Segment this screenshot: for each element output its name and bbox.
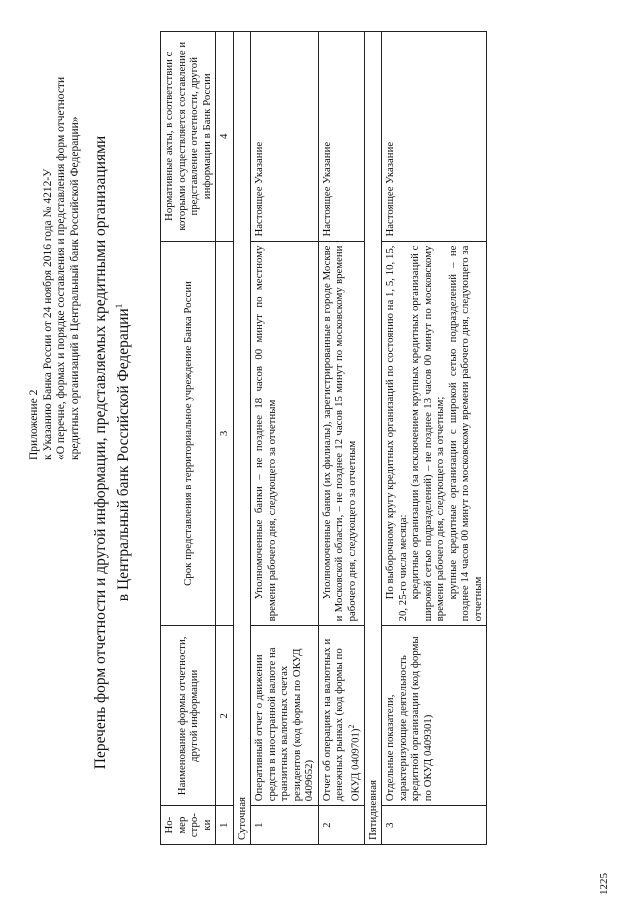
appendix-header xyxy=(28,40,82,460)
column-header-regulation: Нормативные акты, в соответствии с которыми осуществляется составление и представление отчетности, другой информации в Банк России xyxy=(161,32,216,242)
deadline-text: Уполномоченные банки (их филиалы), зарегистрированные в городе Москве и Московской области, – не позднее 12 часов 15 минут по московскому времени рабочего дня, следующего за отчетным xyxy=(318,241,364,626)
column-number-row xyxy=(216,32,234,845)
regulation-text: Настоящее Указание xyxy=(382,32,487,242)
section-label-five-day: Пятидневная xyxy=(364,32,382,845)
column-header-number: Но-мер стро-ки xyxy=(161,806,216,845)
appendix-line-2: к Указанию Банка России от 24 ноября 2016 года № 4212-У xyxy=(41,168,54,460)
regulation-text: Настоящее Указание xyxy=(251,32,319,242)
column-number: 2 xyxy=(216,626,234,806)
row-number: 1 xyxy=(251,806,319,845)
title-text: в Центральный банк Российской Федерации xyxy=(115,308,133,602)
section-row xyxy=(364,32,382,845)
document-title-line-1: Перечень форм отчетности и другой информации, представляемых кредитными организациями xyxy=(92,135,109,770)
appendix-line-1: Приложение 2 xyxy=(28,389,40,460)
section-row xyxy=(233,32,251,845)
column-number: 4 xyxy=(216,32,234,242)
deadline-paragraph: кредитные организации (за исключением крупных кредитных организаций с широкой сетью подразделений) – не позднее 13 часов 00 минут по московскому времени рабочего дня, следующего за отчетным; xyxy=(409,245,447,622)
column-number: 3 xyxy=(216,241,234,626)
form-name: Отдельные показатели, характеризующие деятельность кредитной организации (код формы по ОКУД 0409301) xyxy=(382,626,487,806)
form-name-cell xyxy=(318,626,364,806)
row-number: 2 xyxy=(318,806,364,845)
row-number: 3 xyxy=(382,806,487,845)
deadline-text: Уполномоченные банки – не позднее 18 часов 00 минут по местному времени рабочего дня, следующего за отчетным xyxy=(251,241,319,626)
deadline-cell xyxy=(382,241,487,626)
footnote-mark: 2 xyxy=(346,724,356,729)
form-name: Отчет об операциях на валютных и денежных рынках (код формы по ОКУД 0409701) xyxy=(320,638,362,802)
page-number: 1225 xyxy=(598,873,610,895)
form-name: Оперативный отчет о движении средств в иностранной валюте на транзитных валютных счетах резидентов (код формы по ОКУД 0409652) xyxy=(251,626,319,806)
section-label-daily: Суточная xyxy=(233,32,251,845)
table-header-row xyxy=(161,32,216,845)
appendix-line-4: кредитных организаций в Центральный банк Российской Федерации» xyxy=(68,116,81,460)
table-row xyxy=(251,32,319,845)
regulation-text: Настоящее Указание xyxy=(318,32,364,242)
appendix-line-3: «О перечне, формах и порядке составления и представления форм отчетности xyxy=(55,76,67,460)
reporting-forms-table xyxy=(160,31,487,845)
table-row xyxy=(318,32,364,845)
table-row xyxy=(382,32,487,845)
column-header-deadline: Срок представления в территориальное учреждение Банка России xyxy=(161,241,216,626)
footnote-mark: 1 xyxy=(114,303,124,309)
column-number: 1 xyxy=(216,806,234,845)
column-header-form-name: Наименование формы отчетности, другой информации xyxy=(161,626,216,806)
document-title-line-2 xyxy=(114,0,133,905)
deadline-paragraph: По выборочному кругу кредитных организаций по состоянию на 1, 5, 10, 15, 20, 25-го числа месяца: xyxy=(384,245,409,622)
deadline-paragraph: крупные кредитные организации с широкой сетью подразделений – не позднее 14 часов 00 минут по московскому времени рабочего дня, следующего за отчетным xyxy=(446,245,484,622)
